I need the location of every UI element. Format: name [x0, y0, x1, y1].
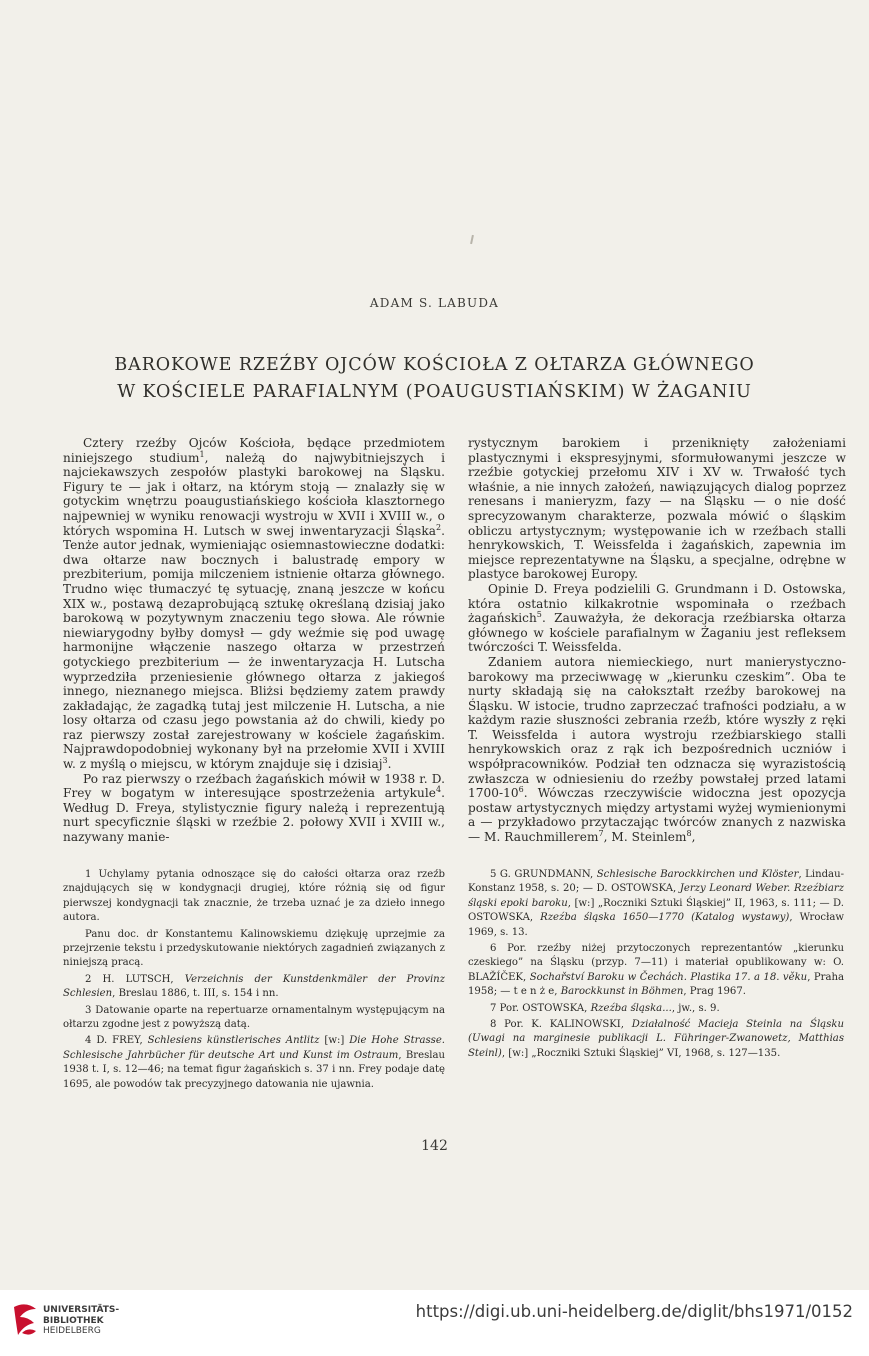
- footnote: 3 Datowanie oparte na repertuarze ornamentalnym występującym na ołtarzu zgodne jest z powyższą datą.: [63, 1004, 445, 1031]
- title-line-2: W KOŚCIELE PARAFIALNYM (POAUGUSTIAŃSKIM) W ŻAGANIU: [117, 382, 752, 402]
- title-line-1: BAROKOWE RZEŹBY OJCÓW KOŚCIOŁA Z OŁTARZA GŁÓWNEGO: [114, 355, 755, 375]
- page-number: 142: [421, 1138, 448, 1154]
- footnote: 4 D. FREY, Schlesiens künstlerisches Antlitz [w:] Die Hohe Strasse. Schlesische Jahrbücher für deutsche Art und Kunst im Ostraum, Breslau 1938 t. I, s. 12—46; na temat figur żagańskich s. 37 i nn. Frey podaje datę 1695, ale powodów tak precyzyjnego datowania nie ujawnia.: [63, 1035, 446, 1090]
- body-paragraph: Zdaniem autora niemieckiego, nurt manierystyczno-barokowy ma przeciwwagę w „kierunku czeskim”. Oba te nurty składają się na całokształt rzeźby barokowej na Śląsku. W istocie, trudno zaprzeczać trafności podziału, a w każdym razie słuszności zebrania rzeźb, które wyszły z ręki T. Weissfelda i autora wystroju rzeźbiarskiego stalli henrykowskich oraz z rąk ich bezpośrednich uczniów i współpracowników. Podział ten odznacza się wyrazistością zwłaszcza w odniesieniu do rzeźby powstałej przed latami $1700-10^6$. Wówczas rzeczywiście widoczna jest opozycja postaw artystycznych między artystami wyżej wymienionymi a — przykładowo przytaczając twórców znanych z nazwiska — M. Rauchmillerem$^7$, M. Steinlem$^8$,: [468, 654, 846, 845]
- footnote-ref[interactable]: 6: [518, 785, 524, 795]
- footnote-ref[interactable]: 8: [686, 829, 692, 838]
- footnote: 1 Uchylamy pytania odnoszące się do całości ołtarza oraz rzeźb znajdujących się w kondygnacji drugiej, które różnią się od figur pierwszej kondygnacji tak znacznie, że trzeba uznać je za dzieło innego autora.: [63, 869, 445, 924]
- library-logo-icon: [10, 1303, 40, 1339]
- scan-mark: [470, 235, 474, 244]
- footnotes-right: [468, 868, 844, 1063]
- library-name: UNIVERSITÄTS- BIBLIOTHEK HEIDELBERG: [43, 1305, 120, 1336]
- body-column-left: [63, 436, 445, 845]
- footnote: 6 Por. rzeźby niżej przytoczonych reprezentantów „kierunku czeskiego” na Śląsku (przyp. 7—11) i materiał opublikowany w: O. BLAŽÍČEK, Sochařství Baroku w Čechách. Plastika 17. a 18. věku, Praha 1958; — t e n ż e, Barockkunst in Böhmen, Prag 1967.: [468, 943, 844, 998]
- viewer-footer: [0, 1290, 869, 1356]
- body-paragraph: Cztery rzeźby Ojców Kościoła, będące przedmiotem niniejszego studium$^1$, należą do najwybitniejszych i najciekawszych zespołów plastyki barokowej na Śląsku. Figury te — jak i ołtarz, na którym stoją — znalazły się w gotyckim wnętrzu poaugustiańskiego kościoła klasztornego najpewniej w wyniku renowacji wystroju w XVII i XVIII w., o których wspomina H. Lutsch w swej inwentaryzacji Śląska$^2$. Tenże autor jednak, wymieniając osiemnastowieczne dodatki: dwa ołtarze naw bocznych i balustradę empory w prezbiterium, pomija milczeniem istnienie ołtarza głównego. Trudno więc tłumaczyć tę sytuację, znaną jeszcze w końcu XIX w., postawą dezaprobującą sztukę określaną dzisiaj jako barokową w pozytywnym znaczeniu tego słowa. Ale równie niewiarygodny byłby domysł — gdy weźmie się pod uwagę harmonijne włączenie naszego ołtarza w przestrzeń gotyckiego prezbiterium — że inwentaryzacja H. Lutscha wyprzedziła przeniesienie głównego ołtarza z jakiegoś innego, nieznanego miejsca. Bliżsi będziemy zatem prawdy zakładając, że zagadką tutaj jest milczenie H. Lutscha, a nie losy ołtarza od czasu jego powstania aż do chwili, kiedy po raz pierwszy został zarejestrowany w kościele żagańskim. Najprawdopodobniej wykonany był na przełomie XVII i XVIII w. z myślą o miejscu, w którym znajduje się i dzisiaj$^3$.: [63, 436, 445, 772]
- footnote: 7 Por. OSTOWSKA, Rzeźba śląska..., jw., s. 9.: [490, 1002, 720, 1014]
- footnote: Panu doc. dr Konstantemu Kalinowskiemu dziękuję uprzejmie za przejrzenie tekstu i przedyskutowanie niektórych zagadnień związanych z niniejszą pracą.: [63, 928, 445, 969]
- body-paragraph: Po raz pierwszy o rzeźbach żagańskich mówił w 1938 r. D. Frey w bogatym w interesujące spostrzeżenia artykule$^4$. Według D. Freya, stylistycznie figury należą i reprezentują nurt specyficznie śląski w rzeźbie 2. połowy XVII i XVIII w., nazywany manie-: [63, 771, 445, 845]
- article-author: ADAM S. LABUDA: [369, 296, 500, 310]
- footnote-ref[interactable]: 3: [382, 756, 388, 766]
- footnote-ref[interactable]: 2: [435, 522, 442, 532]
- footnote-ref[interactable]: 7: [598, 829, 604, 838]
- footnote: 5 G. GRUNDMANN, Schlesische Barockkirchen und Klöster, Lindau-Konstanz 1958, s. 20; — D. OSTOWSKA, Jerzy Leonard Weber. Rzeźbiarz śląski epoki baroku, [w:] „Roczniki Sztuki Śląskiej” II, 1963, s. 111; — D. OSTOWSKA, Rzeźba śląska 1650—1770 (Katalog wystawy), Wrocław 1969, s. 13.: [468, 869, 845, 938]
- footnote-ref[interactable]: 5: [536, 610, 542, 620]
- article-title: [0, 352, 869, 406]
- footnote-ref[interactable]: 4: [435, 785, 442, 795]
- footnotes-left: [63, 868, 445, 1094]
- footnote: 8 Por. K. KALINOWSKI, Działalność Macieja Steinla na Śląsku (Uwagi na marginesie publikacji L. Führinger-Zwanowetz, Matthias Steinl), [w:] „Roczniki Sztuki Śląskiej” VI, 1968, s. 127—135.: [468, 1019, 844, 1059]
- body-paragraph: rystycznym barokiem i przeniknięty założeniami plastycznymi i ekspresyjnymi, sformułowanymi jeszcze w rzeźbie gotyckiej przełomu XIV i XV w. Trwałość tych właśnie, a nie innych założeń, nawiązujących dialog poprzez renesans i manieryzm, fazy — na Śląsku — o nie dość sprecyzowanym charakterze, pozwala mówić o śląskim obliczu artystycznym; występowanie ich w rzeźbach stalli henrykowskich, T. Weissfelda i żagańskich, zapewnia im miejsce reprezentatywne na Śląsku, a specjalne, odrębne w plastyce barokowej Europy.: [468, 436, 846, 582]
- footnote-ref[interactable]: 1: [199, 449, 205, 459]
- body-paragraph: Opinie D. Freya podzielili G. Grundmann i D. Ostowska, która ostatnio kilkakrotnie wspominała o rzeźbach żagańskich$^5$. Zauważyła, że dekoracja rzeźbiarska ołtarza głównego w kościele parafialnym w Żaganiu jest refleksem twórczości T. Weissfelda.: [468, 581, 846, 655]
- footnote: 2 H. LUTSCH, Verzeichnis der Kunstdenkmäler der Provinz Schlesien, Breslau 1886, t. III, s. 154 i nn.: [63, 973, 445, 1000]
- library-logo[interactable]: [10, 1303, 120, 1343]
- body-column-right: [468, 436, 846, 845]
- permalink-url[interactable]: https://digi.ub.uni-heidelberg.de/diglit/bhs1971/0152: [415, 1302, 853, 1321]
